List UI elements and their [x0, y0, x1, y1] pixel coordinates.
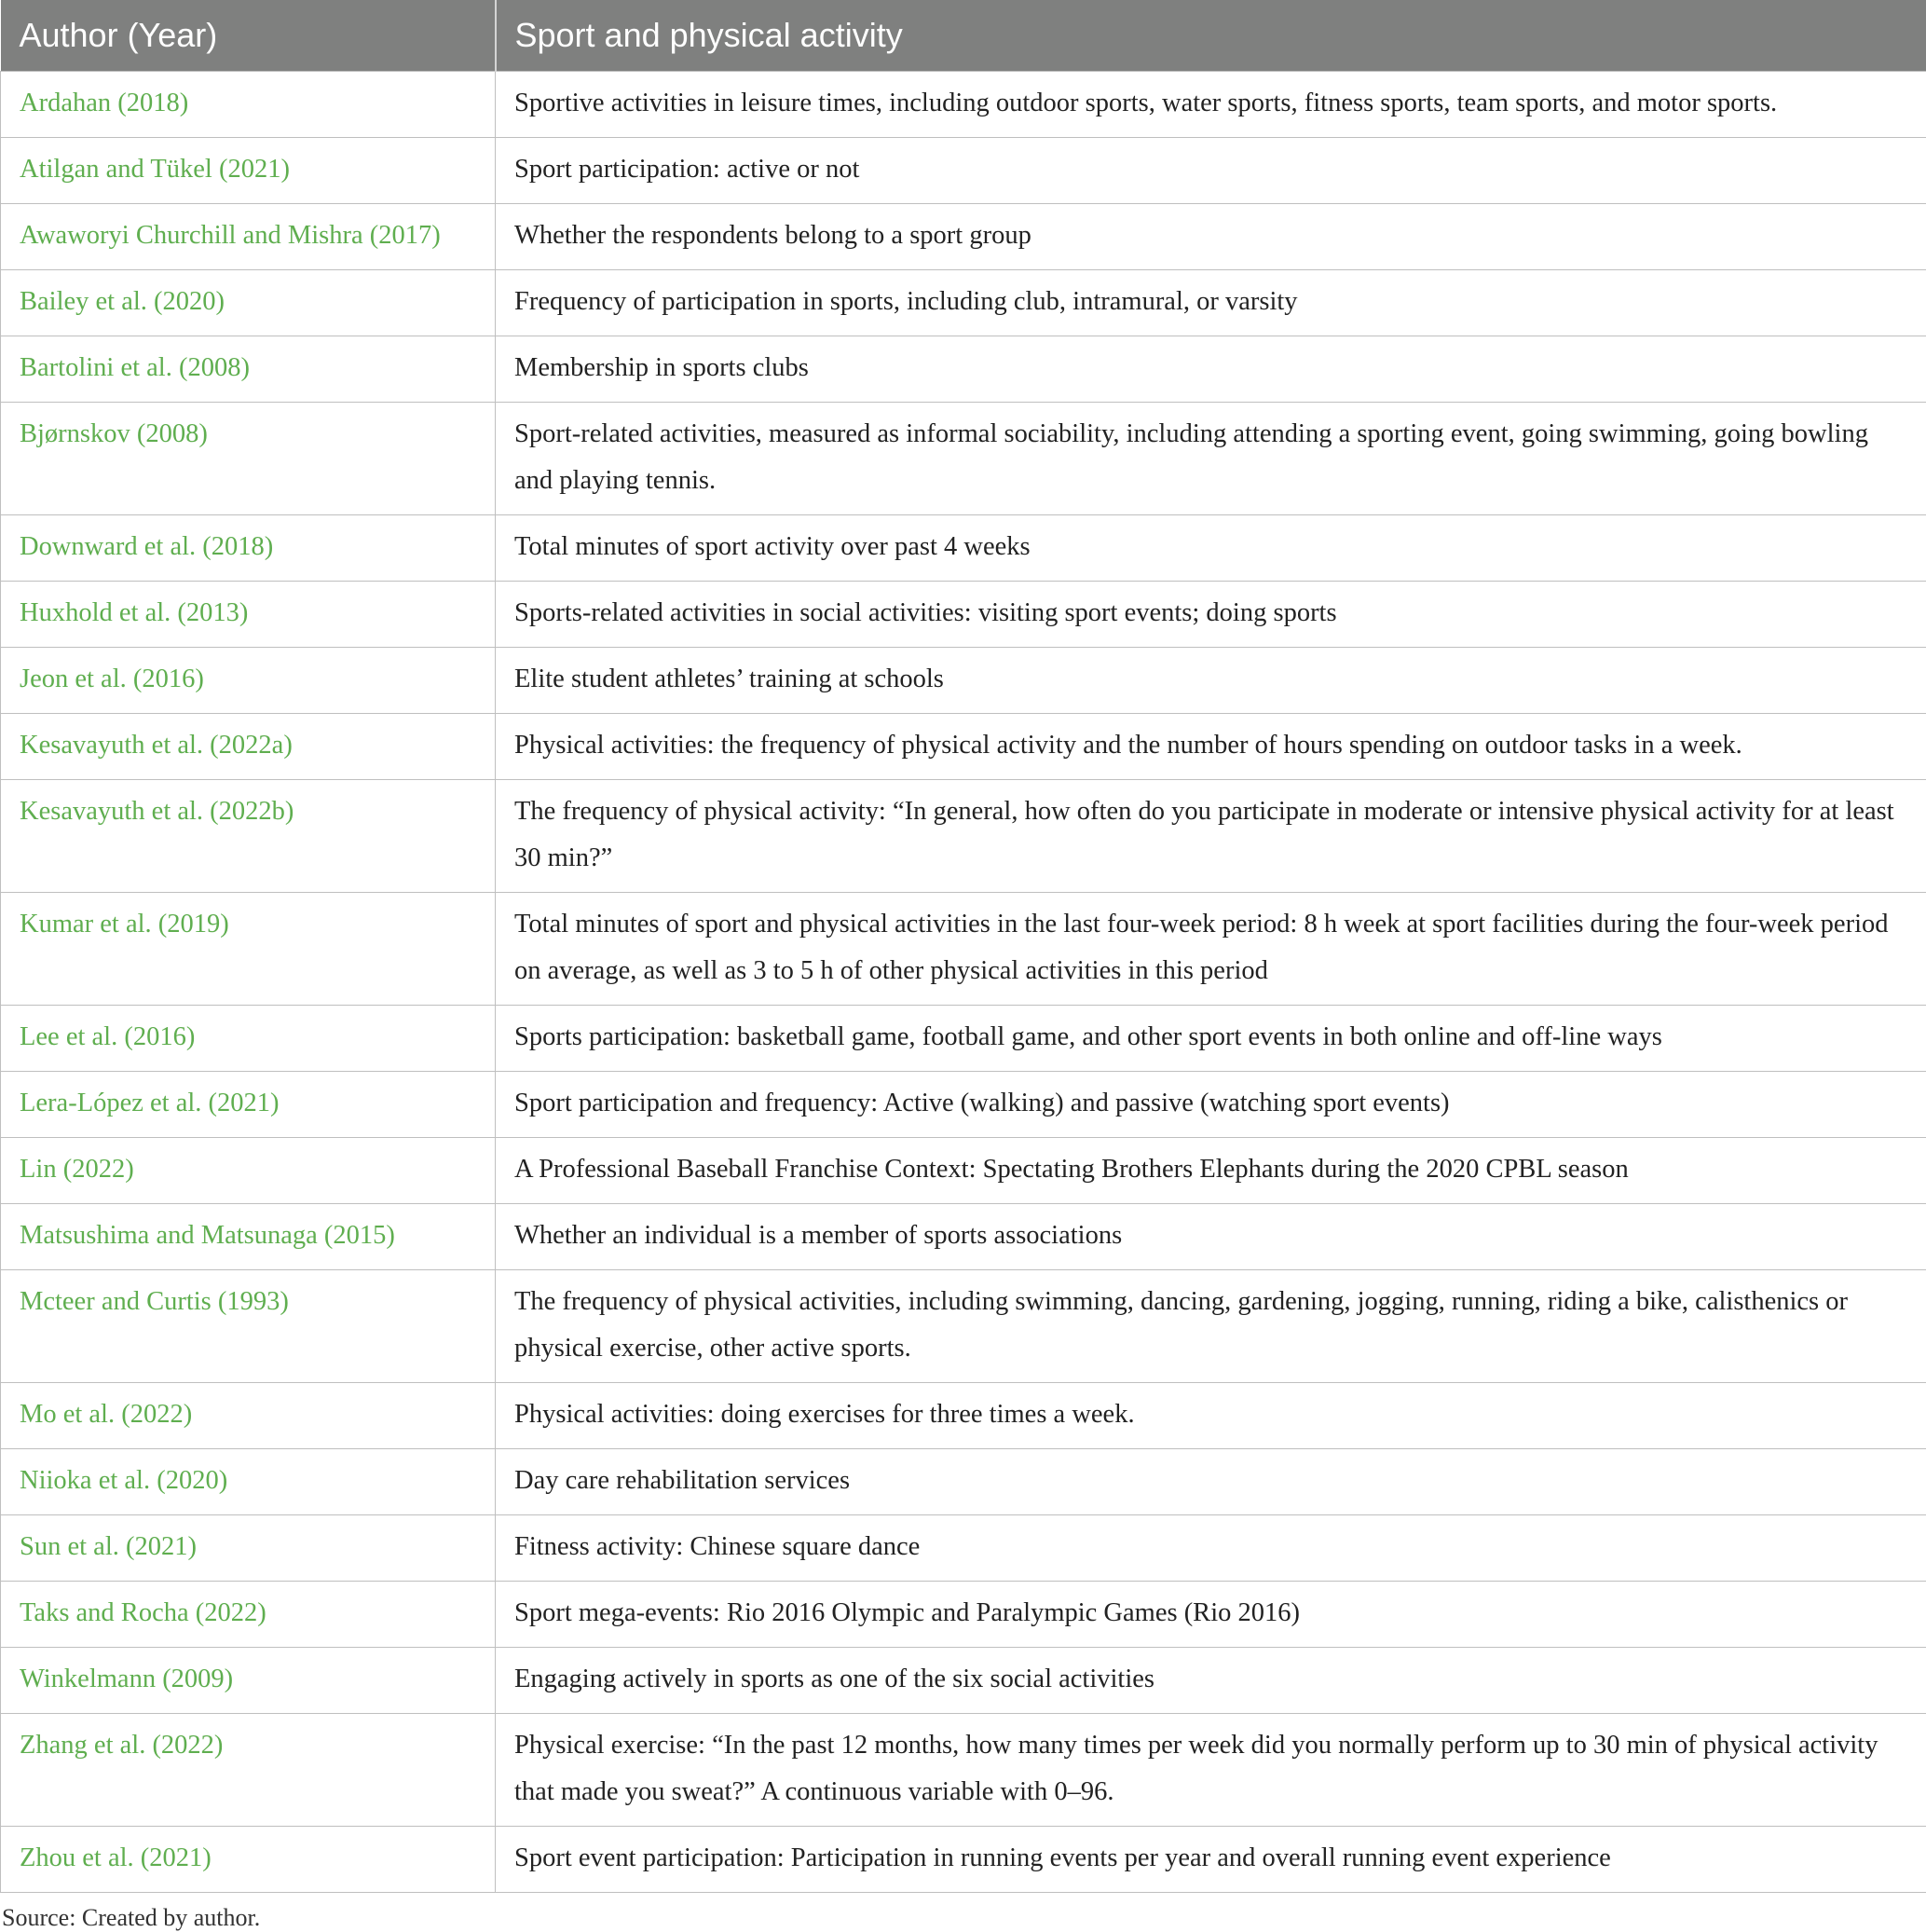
header-sport-activity: Sport and physical activity	[496, 0, 1926, 72]
author-link[interactable]: Kesavayuth et al. (2022b)	[1, 780, 496, 893]
author-link[interactable]: Mo et al. (2022)	[1, 1383, 496, 1449]
table-row	[1, 1383, 1926, 1449]
author-link[interactable]: Taks and Rocha (2022)	[1, 1582, 496, 1648]
author-link[interactable]: Bartolini et al. (2008)	[1, 336, 496, 403]
table-row	[1, 648, 1926, 714]
activity-cell: Membership in sports clubs	[496, 336, 1926, 403]
table-row	[1, 1270, 1926, 1383]
source-footnote: Source: Created by author.	[0, 1893, 1926, 1932]
activity-cell: The frequency of physical activity: “In general, how often do you participate in moderate or intensive physical activity for at least 30 min?”	[496, 780, 1926, 893]
table-row	[1, 582, 1926, 648]
author-link[interactable]: Mcteer and Curtis (1993)	[1, 1270, 496, 1383]
author-link[interactable]: Downward et al. (2018)	[1, 515, 496, 582]
activity-cell: Whether the respondents belong to a sport group	[496, 204, 1926, 270]
author-link[interactable]: Bailey et al. (2020)	[1, 270, 496, 336]
author-link[interactable]: Jeon et al. (2016)	[1, 648, 496, 714]
table-header-row	[1, 0, 1926, 72]
table-row	[1, 515, 1926, 582]
author-link[interactable]: Ardahan (2018)	[1, 72, 496, 138]
table-row	[1, 204, 1926, 270]
activity-cell: Fitness activity: Chinese square dance	[496, 1515, 1926, 1582]
activity-cell: Sports participation: basketball game, football game, and other sport events in both online and off-line ways	[496, 1006, 1926, 1072]
author-link[interactable]: Atilgan and Tükel (2021)	[1, 138, 496, 204]
activity-cell: The frequency of physical activities, including swimming, dancing, gardening, jogging, running, riding a bike, calisthenics or physical exercise, other active sports.	[496, 1270, 1926, 1383]
table-row	[1, 72, 1926, 138]
activity-cell: Engaging actively in sports as one of the six social activities	[496, 1648, 1926, 1714]
author-link[interactable]: Awaworyi Churchill and Mishra (2017)	[1, 204, 496, 270]
table-row	[1, 1449, 1926, 1515]
author-link[interactable]: Zhang et al. (2022)	[1, 1714, 496, 1827]
author-link[interactable]: Lin (2022)	[1, 1138, 496, 1204]
table-row	[1, 714, 1926, 780]
activity-cell: Day care rehabilitation services	[496, 1449, 1926, 1515]
table-row	[1, 138, 1926, 204]
activity-cell: A Professional Baseball Franchise Context: Spectating Brothers Elephants during the 2020 CPBL season	[496, 1138, 1926, 1204]
activity-cell: Sport mega-events: Rio 2016 Olympic and Paralympic Games (Rio 2016)	[496, 1582, 1926, 1648]
activity-cell: Sport participation: active or not	[496, 138, 1926, 204]
table-row	[1, 780, 1926, 893]
author-link[interactable]: Sun et al. (2021)	[1, 1515, 496, 1582]
table-row	[1, 1072, 1926, 1138]
author-link[interactable]: Lera-López et al. (2021)	[1, 1072, 496, 1138]
table-row	[1, 1515, 1926, 1582]
table-row	[1, 1006, 1926, 1072]
activity-cell: Frequency of participation in sports, including club, intramural, or varsity	[496, 270, 1926, 336]
activity-cell: Elite student athletes’ training at schools	[496, 648, 1926, 714]
table-row	[1, 1582, 1926, 1648]
table-row	[1, 1648, 1926, 1714]
activity-cell: Sport-related activities, measured as informal sociability, including attending a sporting event, going swimming, going bowling and playing tennis.	[496, 403, 1926, 515]
table-row	[1, 1827, 1926, 1893]
author-link[interactable]: Kumar et al. (2019)	[1, 893, 496, 1006]
activity-cell: Physical activities: the frequency of physical activity and the number of hours spending on outdoor tasks in a week.	[496, 714, 1926, 780]
activity-cell: Total minutes of sport activity over past 4 weeks	[496, 515, 1926, 582]
activity-cell: Sports-related activities in social activities: visiting sport events; doing sports	[496, 582, 1926, 648]
activity-cell: Physical exercise: “In the past 12 months, how many times per week did you normally perform up to 30 min of physical activity that made you sweat?” A continuous variable with 0–96.	[496, 1714, 1926, 1827]
author-link[interactable]: Winkelmann (2009)	[1, 1648, 496, 1714]
activity-cell: Sport participation and frequency: Active (walking) and passive (watching sport events)	[496, 1072, 1926, 1138]
author-link[interactable]: Lee et al. (2016)	[1, 1006, 496, 1072]
activity-cell: Total minutes of sport and physical activities in the last four-week period: 8 h week at sport facilities during the four-week period on average, as well as 3 to 5 h of other physical activities in this period	[496, 893, 1926, 1006]
header-author-year: Author (Year)	[1, 0, 496, 72]
table-row	[1, 1204, 1926, 1270]
activity-cell: Whether an individual is a member of sports associations	[496, 1204, 1926, 1270]
table-row	[1, 336, 1926, 403]
author-link[interactable]: Matsushima and Matsunaga (2015)	[1, 1204, 496, 1270]
author-link[interactable]: Niioka et al. (2020)	[1, 1449, 496, 1515]
table-row	[1, 1138, 1926, 1204]
table-row	[1, 270, 1926, 336]
activity-cell: Sport event participation: Participation in running events per year and overall running event experience	[496, 1827, 1926, 1893]
table-row	[1, 1714, 1926, 1827]
author-link[interactable]: Zhou et al. (2021)	[1, 1827, 496, 1893]
author-link[interactable]: Kesavayuth et al. (2022a)	[1, 714, 496, 780]
activity-cell: Sportive activities in leisure times, including outdoor sports, water sports, fitness sports, team sports, and motor sports.	[496, 72, 1926, 138]
author-link[interactable]: Bjørnskov (2008)	[1, 403, 496, 515]
author-link[interactable]: Huxhold et al. (2013)	[1, 582, 496, 648]
table-row	[1, 893, 1926, 1006]
table-row	[1, 403, 1926, 515]
activity-cell: Physical activities: doing exercises for three times a week.	[496, 1383, 1926, 1449]
